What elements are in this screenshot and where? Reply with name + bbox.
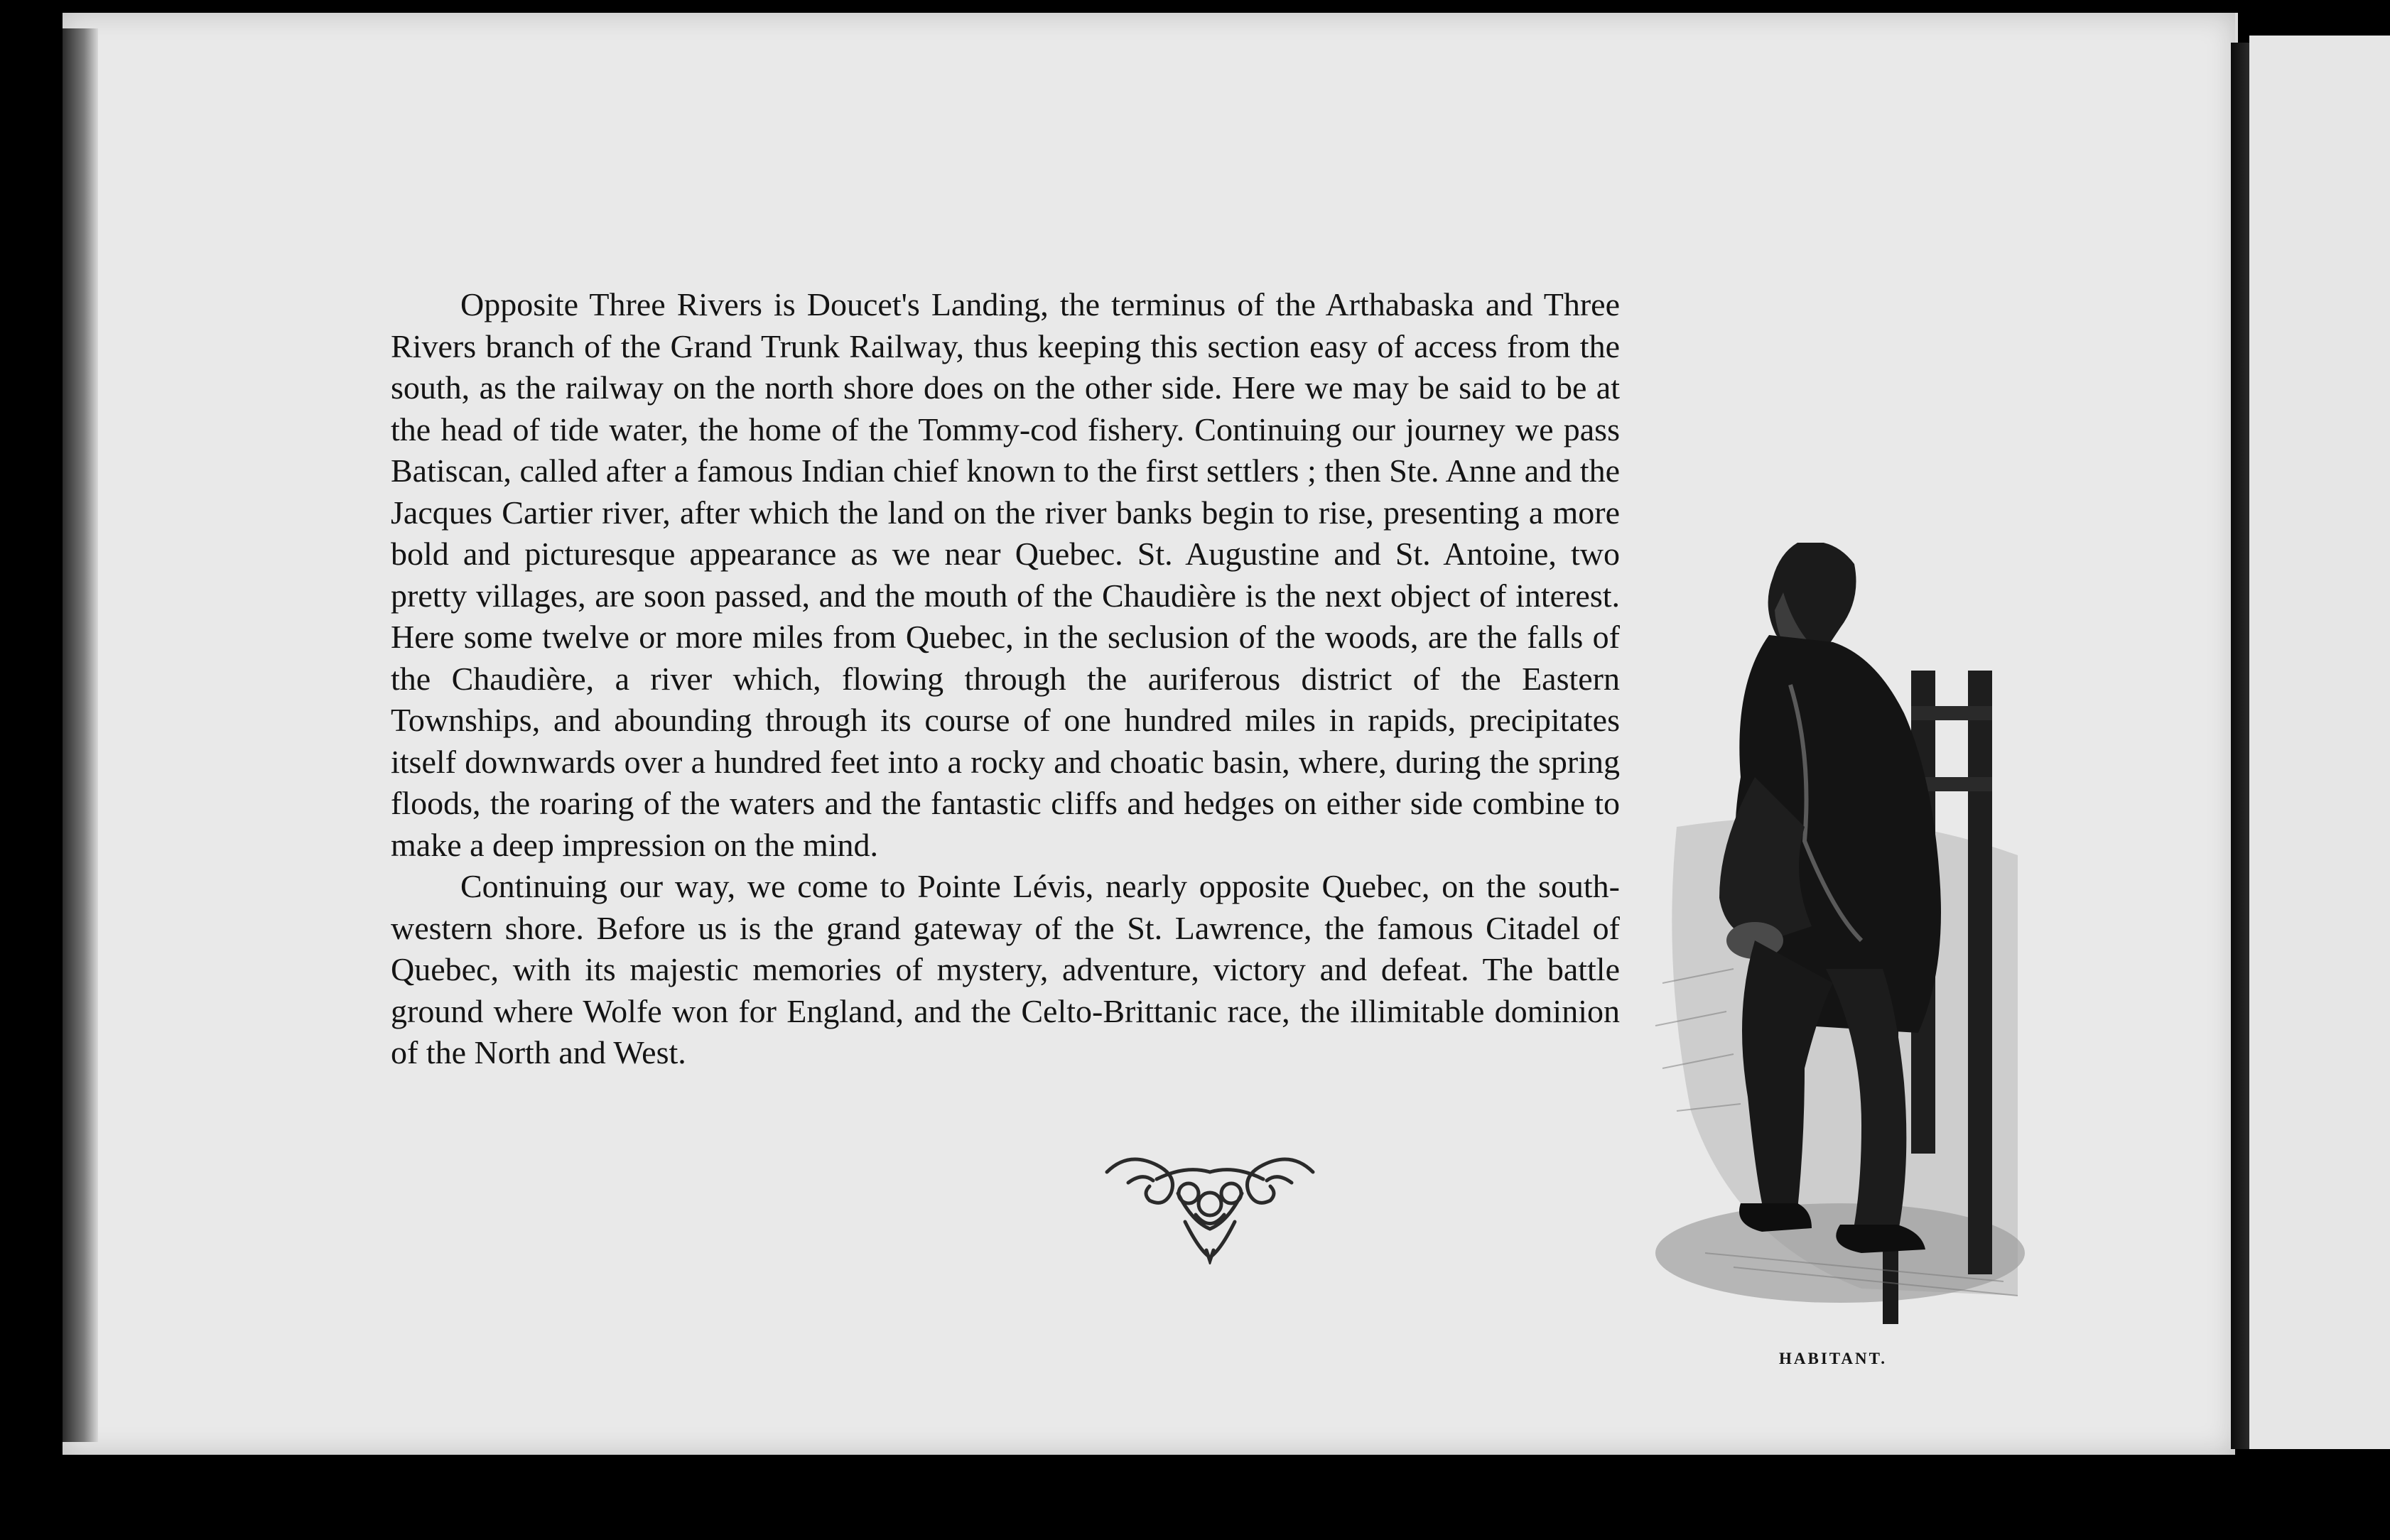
facing-page-edge [2249,36,2390,1449]
book-spine [63,28,98,1442]
book-gutter [2231,43,2249,1449]
figure-caption: HABITANT. [1778,1350,1888,1367]
page-content [391,284,2032,1367]
floral-scroll-ornament [1100,1144,1320,1264]
habitant-figure [1648,543,2032,1392]
seated-habitant-engraving [1648,543,2032,1331]
paragraph-2: Continuing our way, we come to Pointe Lévis, nearly opposite Quebec, on the south-western shore. Before us is the grand gateway of the St. Lawrence, the famous Citadel of Quebec, with its majestic memories of mystery, adventure, victory and defeat. The battle ground where Wolfe won for England, and the Celto-Brittanic race, the illimitable dominion of the North and West. [391,868,1620,1070]
paragraph-1: Opposite Three Rivers is Doucet's Landing, the terminus of the Arthabaska and Three Rivers branch of the Grand Trunk Railway, thus keeping this section easy of access from the south, as the railway on the north shore does on the other side. Here we may be said to be at the head of tide water, the home of the Tommy-cod fishery. Continuing our journey we pass Batiscan, called after a famous Indian chief known to the first settlers ; then Ste. Anne and the Jacques Cartier river, after which the land on the river banks begin to rise, presenting a more bold and picturesque appearance as we near Quebec. St. Augustine and St. Antoine, two pretty villages, are soon passed, and the mouth of the Chaudière is the next object of interest. Here some twelve or more miles from Quebec, in the seclusion of the woods, are the falls of the Chaudière, a river which, flowing through the auriferous district of the Eastern Townships, and abounding through its course of one hundred miles in rapids, precipitates itself downwards over a hundred feet into a rocky and choatic basin, where, during the spring floods, the roaring of the waters and the fantastic cliffs and hedges on either side combine to make a deep impression on the mind. [391,286,1620,863]
